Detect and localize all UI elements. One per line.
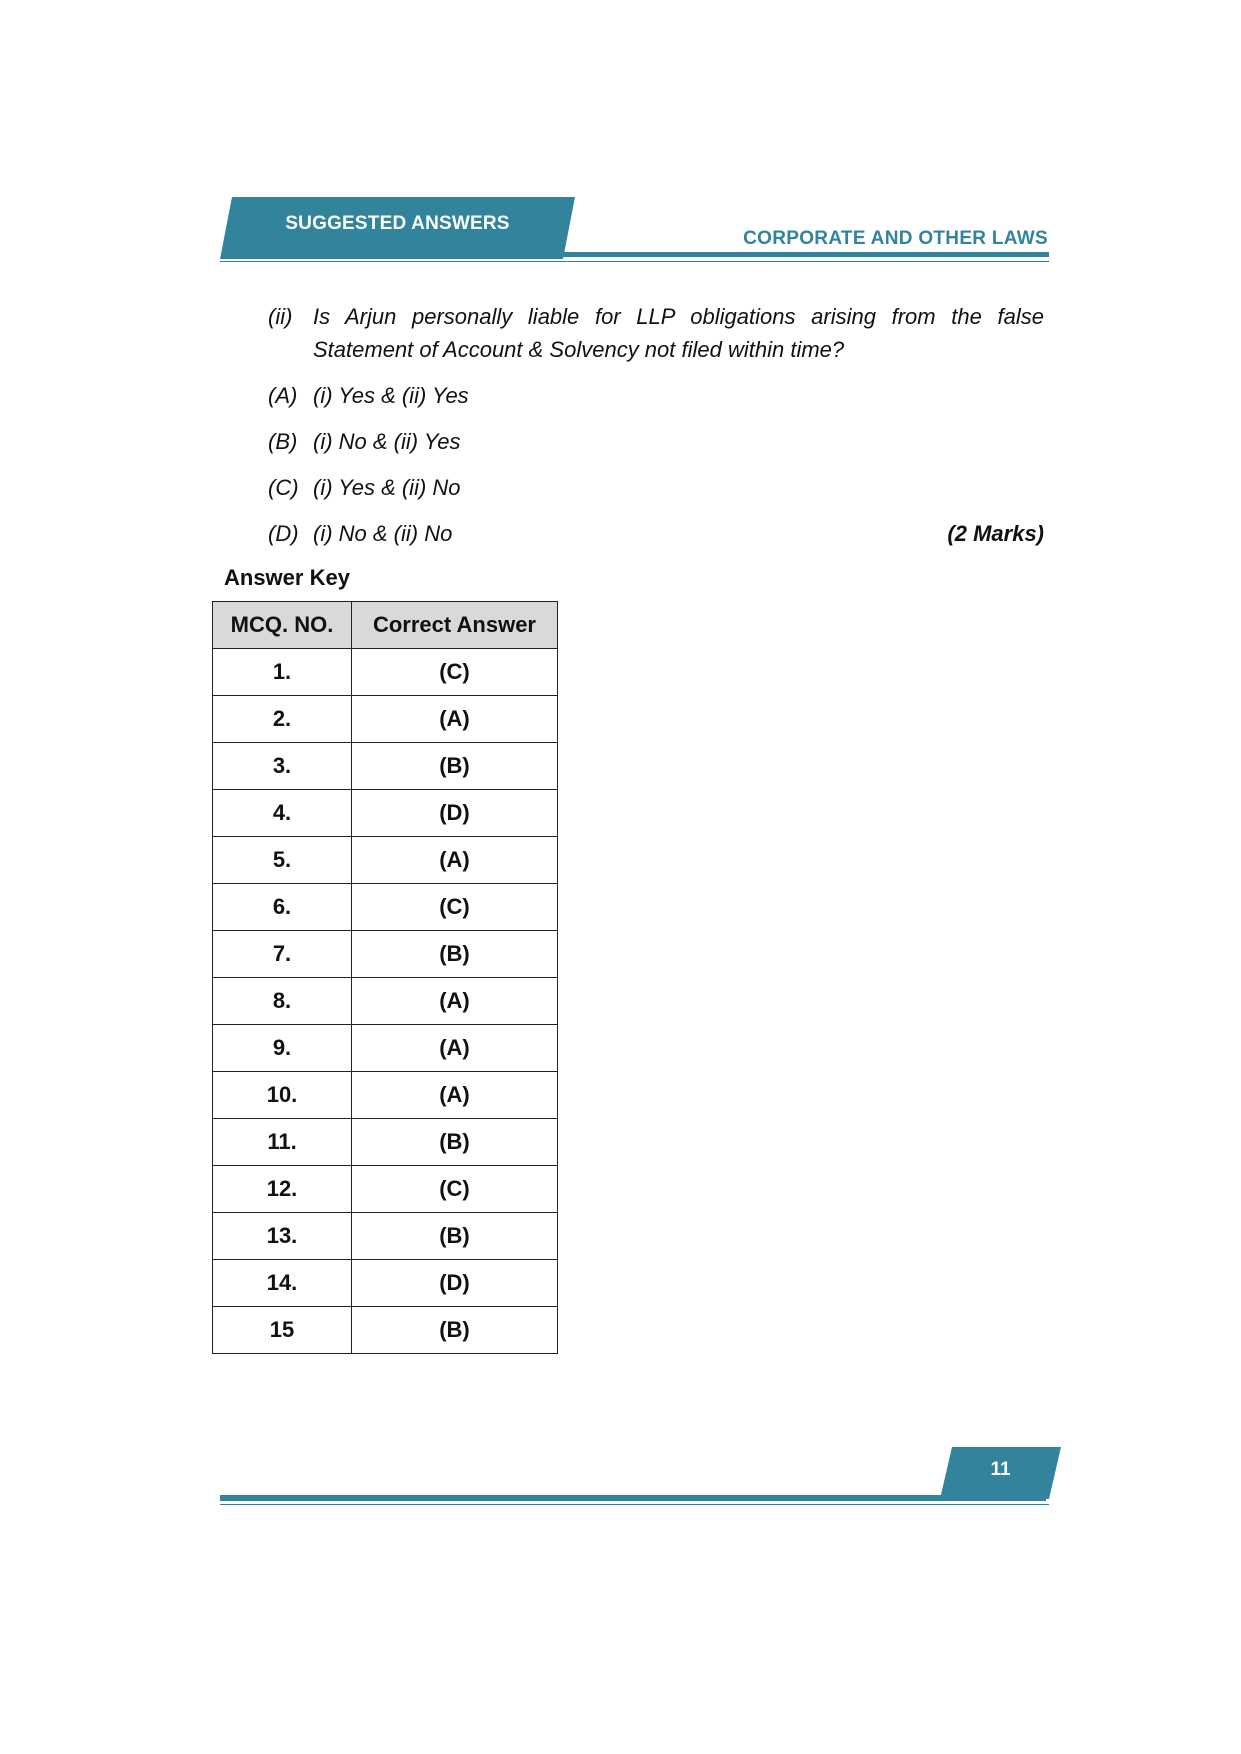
table-row bbox=[213, 696, 558, 743]
mcq-number: 1. bbox=[213, 649, 352, 696]
answer-key-title: Answer Key bbox=[224, 565, 350, 590]
mcq-number: 6. bbox=[213, 884, 352, 931]
correct-answer: (B) bbox=[352, 931, 558, 978]
column-header-correct-answer: Correct Answer bbox=[352, 602, 558, 649]
correct-answer: (A) bbox=[352, 978, 558, 1025]
answer-key-table bbox=[212, 601, 558, 1354]
option-text: (i) Yes & (ii) Yes bbox=[313, 383, 469, 408]
mcq-number: 2. bbox=[213, 696, 352, 743]
header-rule-thick bbox=[562, 252, 1049, 257]
footer-rule-thin bbox=[220, 1504, 1049, 1505]
table-row bbox=[213, 884, 558, 931]
table-header-row bbox=[213, 602, 558, 649]
table-row bbox=[213, 1307, 558, 1354]
footer-rule-thick bbox=[220, 1495, 1046, 1501]
correct-answer: (C) bbox=[352, 649, 558, 696]
table-row bbox=[213, 790, 558, 837]
mcq-number: 9. bbox=[213, 1025, 352, 1072]
table-row bbox=[213, 1072, 558, 1119]
table-row bbox=[213, 1260, 558, 1307]
table-row bbox=[213, 1025, 558, 1072]
correct-answer: (D) bbox=[352, 790, 558, 837]
mcq-number: 15 bbox=[213, 1307, 352, 1354]
mcq-number: 10. bbox=[213, 1072, 352, 1119]
mcq-number: 11. bbox=[213, 1119, 352, 1166]
table-row bbox=[213, 931, 558, 978]
option-text: (i) No & (ii) No bbox=[313, 521, 453, 546]
option-label: (C) bbox=[268, 475, 299, 500]
marks-label: (2 Marks) bbox=[947, 521, 1044, 546]
mcq-number: 7. bbox=[213, 931, 352, 978]
mcq-number: 8. bbox=[213, 978, 352, 1025]
correct-answer: (A) bbox=[352, 1025, 558, 1072]
mcq-number: 5. bbox=[213, 837, 352, 884]
table-row bbox=[213, 837, 558, 884]
correct-answer: (B) bbox=[352, 743, 558, 790]
table-row bbox=[213, 1119, 558, 1166]
table-row bbox=[213, 1213, 558, 1260]
option-label: (B) bbox=[268, 429, 298, 454]
correct-answer: (A) bbox=[352, 696, 558, 743]
correct-answer: (D) bbox=[352, 1260, 558, 1307]
header-tab-label: SUGGESTED ANSWERS bbox=[285, 213, 510, 234]
mcq-number: 13. bbox=[213, 1213, 352, 1260]
column-header-mcq-no: MCQ. NO. bbox=[213, 602, 352, 649]
table-row bbox=[213, 978, 558, 1025]
option-text: (i) No & (ii) Yes bbox=[313, 429, 461, 454]
correct-answer: (B) bbox=[352, 1213, 558, 1260]
table-row bbox=[213, 649, 558, 696]
mcq-number: 3. bbox=[213, 743, 352, 790]
table-row bbox=[213, 743, 558, 790]
header-rule-thin bbox=[220, 261, 1049, 262]
correct-answer: (B) bbox=[352, 1307, 558, 1354]
option-label: (A) bbox=[268, 383, 298, 408]
correct-answer: (C) bbox=[352, 884, 558, 931]
header-title: CORPORATE AND OTHER LAWS bbox=[743, 228, 1048, 249]
mcq-number: 4. bbox=[213, 790, 352, 837]
mcq-number: 14. bbox=[213, 1260, 352, 1307]
page-number: 11 bbox=[990, 1459, 1011, 1480]
option-label: (D) bbox=[268, 521, 299, 546]
correct-answer: (A) bbox=[352, 837, 558, 884]
question-part-line-2: Statement of Account & Solvency not filed within time? bbox=[313, 337, 845, 362]
mcq-number: 12. bbox=[213, 1166, 352, 1213]
table-row bbox=[213, 1166, 558, 1213]
correct-answer: (C) bbox=[352, 1166, 558, 1213]
question-part-label: (ii) bbox=[268, 304, 293, 329]
correct-answer: (B) bbox=[352, 1119, 558, 1166]
option-text: (i) Yes & (ii) No bbox=[313, 475, 461, 500]
question-part-line-1: Is Arjun personally liable for LLP obligations arising from the false bbox=[313, 304, 1044, 329]
correct-answer: (A) bbox=[352, 1072, 558, 1119]
